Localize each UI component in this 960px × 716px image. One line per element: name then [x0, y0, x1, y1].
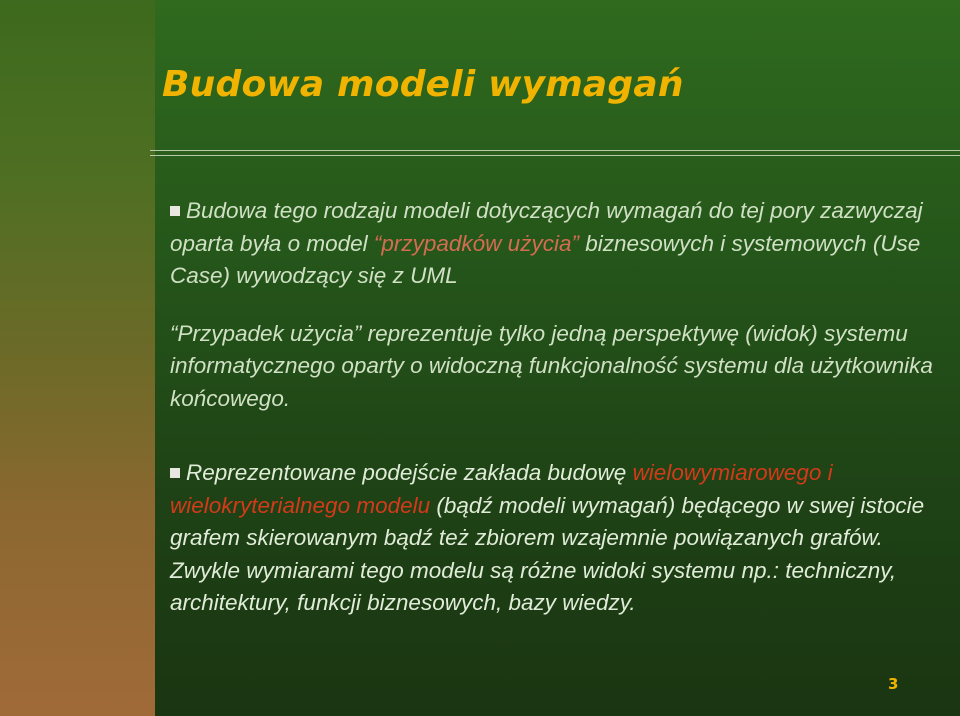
paragraph-2-text: Przypadek użycia” reprezentuje tylko jedną perspektywę (widok) systemu informatycznego oparty o widoczną funkcjonalność systemu dla użytkownika końcowego. — [170, 320, 933, 411]
paragraph-2: “Przypadek użycia” reprezentuje tylko jedną perspektywę (widok) systemu informatycznego oparty o widoczną funkcjonalność systemu dla użytkownika końcowego. — [170, 320, 933, 411]
side-decoration-bar — [0, 0, 155, 716]
paragraph-1-text-a: Budowa tego rodzaju modeli dotyczących wymagań do tej pory zazwyczaj oparta była o model — [170, 198, 923, 256]
slide-title: Budowa modeli wymagań — [162, 64, 684, 105]
page-number: 3 — [888, 675, 899, 693]
paragraph-1-highlight-text: przypadków użycia — [381, 230, 572, 256]
square-bullet-icon — [170, 206, 180, 216]
paragraph-3-text-a: Reprezentowane podejście zakłada budowę — [186, 460, 633, 485]
square-bullet-icon — [170, 468, 180, 478]
title-divider — [150, 150, 960, 156]
paragraph-1-text-b: biznesowych i systemowych (Use Case) wywodzący się z UML — [170, 230, 921, 288]
paragraph-3-highlight: wielowymiarowego i wielokryterialnego modelu — [170, 460, 833, 518]
paragraph-1 — [170, 195, 950, 293]
paragraph-3 — [170, 457, 950, 620]
slide-body — [170, 195, 950, 620]
paragraph-1-highlight: “przypadków użycia” — [373, 230, 579, 256]
paragraph-3-text-b: (bądź modeli wymagań) będącego w swej istocie grafem skierowanym bądź też zbiorem wzajemnie powiązanych grafów. Zwykle wymiarami tego modelu są różne widoki systemu np.: techniczny, architektury, funkcji biznesowych, bazy wiedzy. — [170, 492, 925, 615]
